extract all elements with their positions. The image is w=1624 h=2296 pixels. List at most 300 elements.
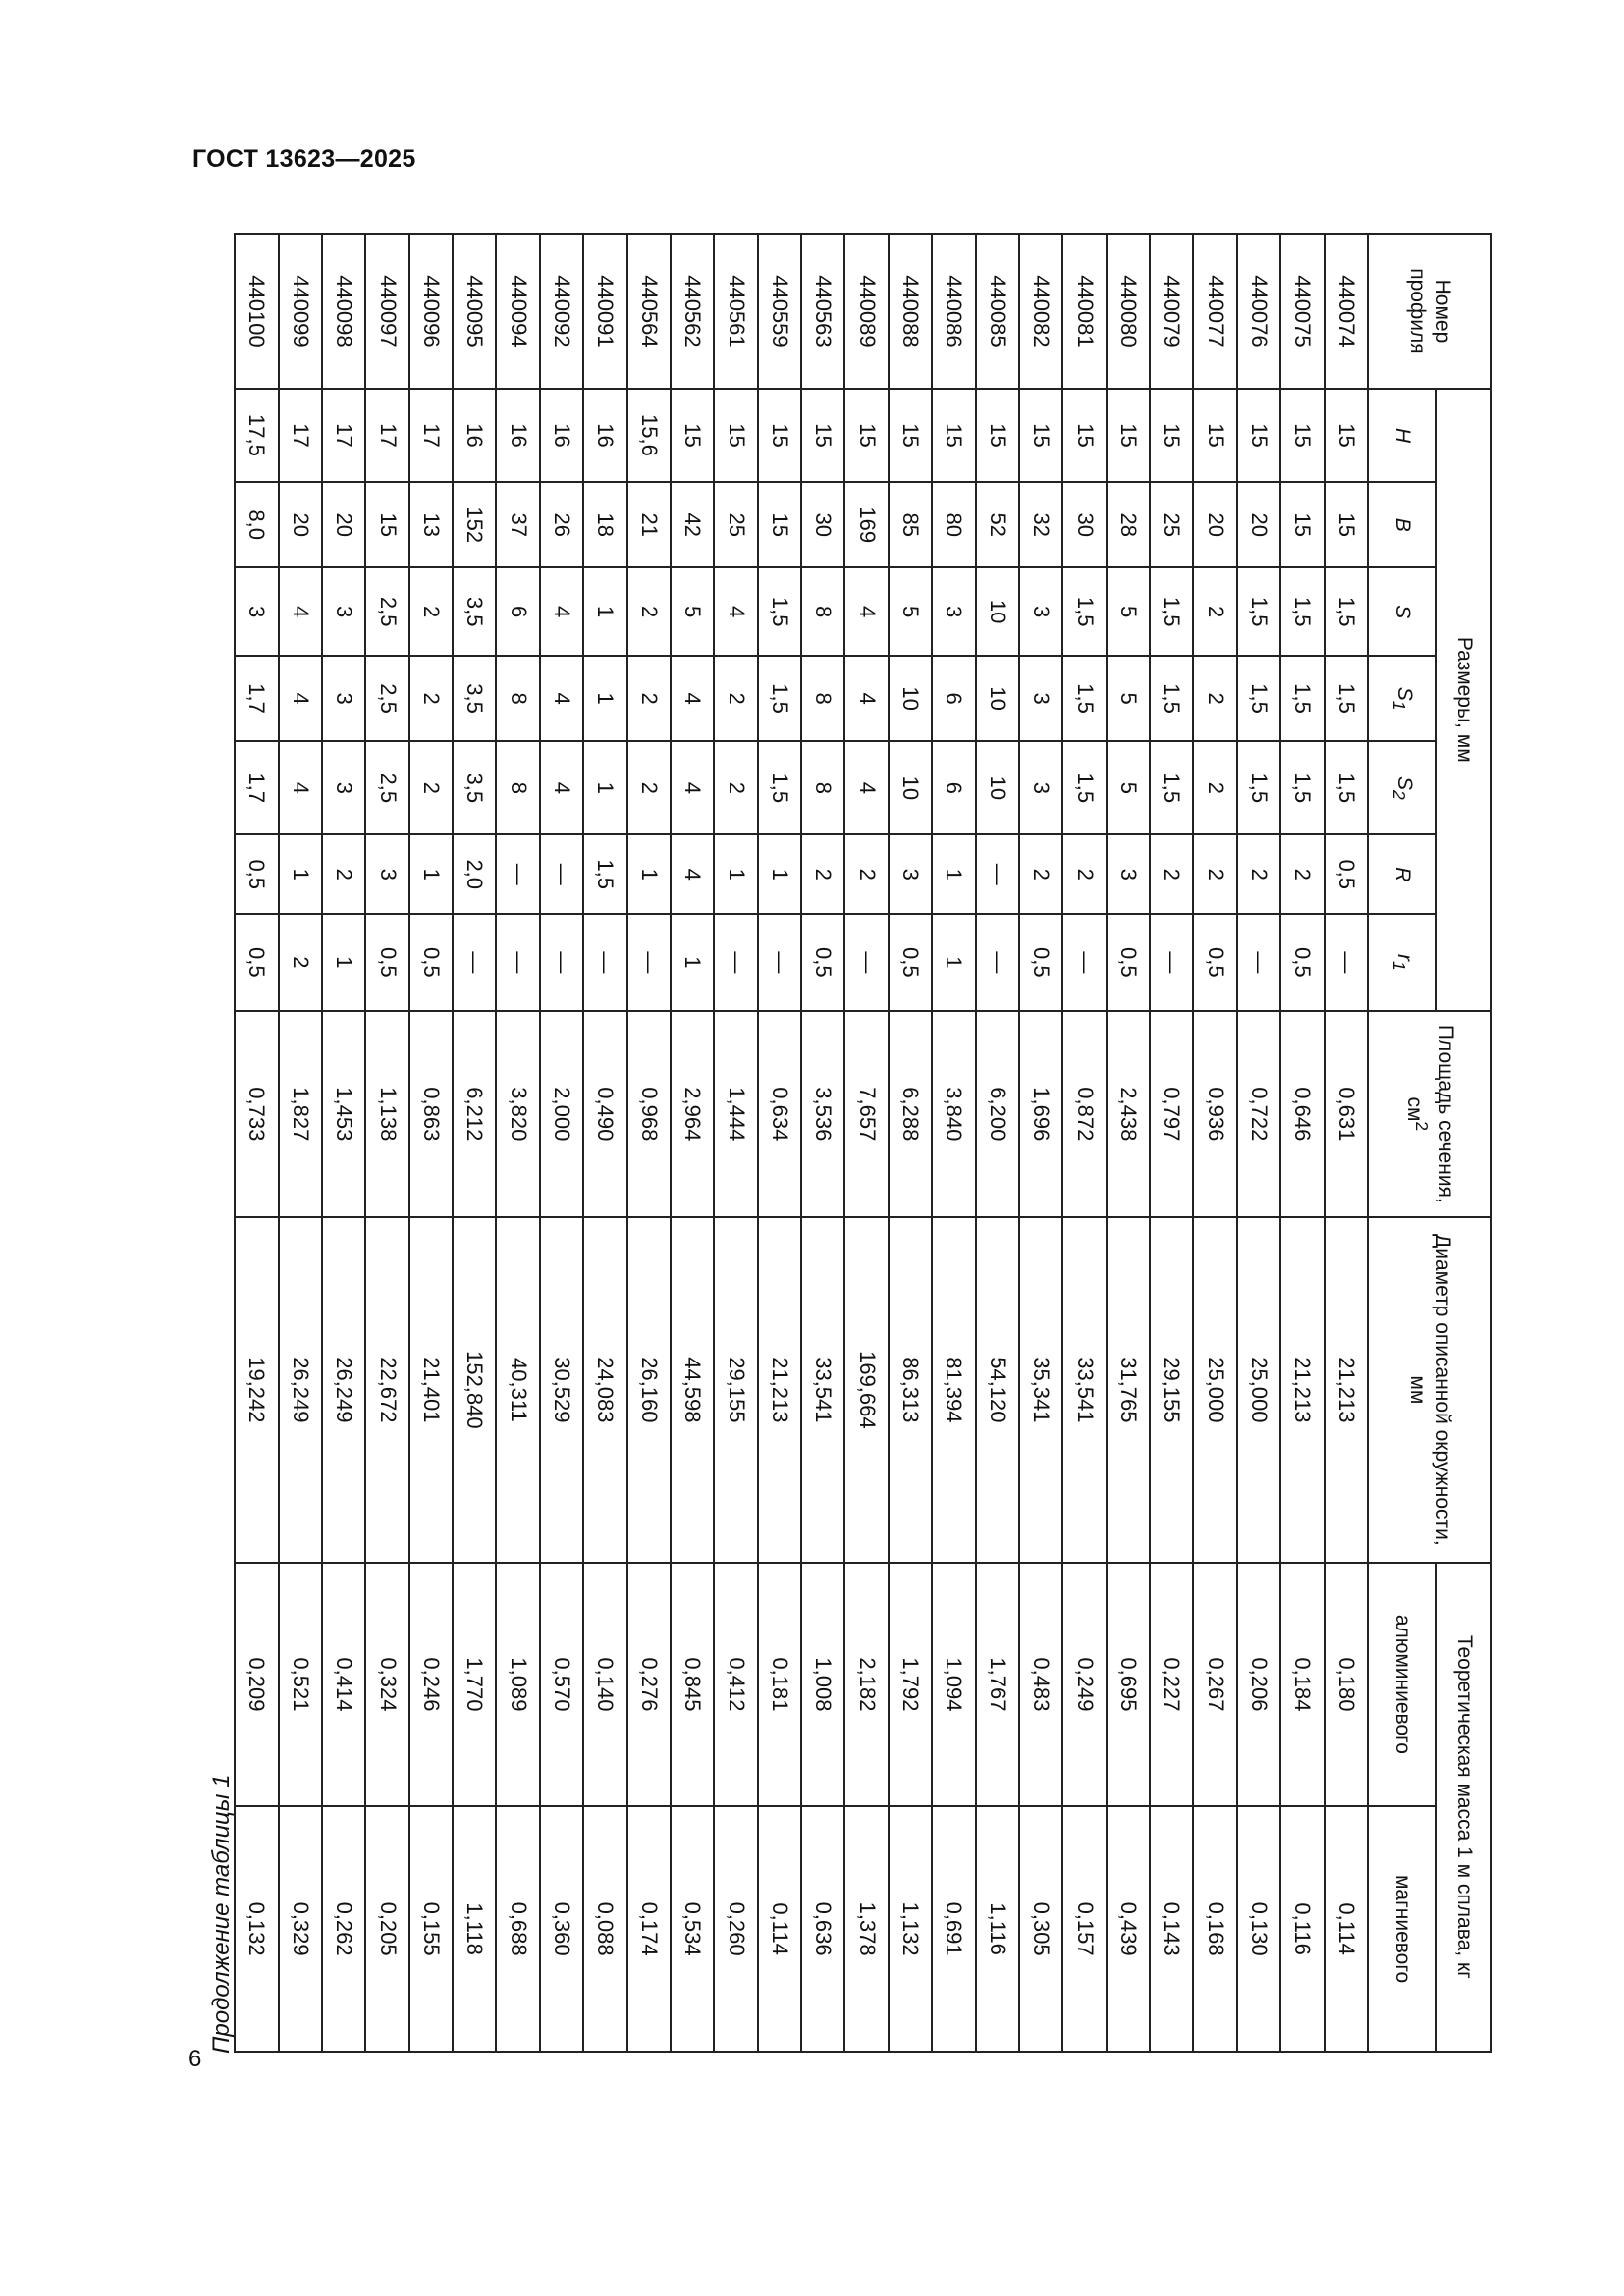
cell-aluminium-mass: 0,140	[583, 1563, 626, 1807]
cell-profile-number: 440563	[801, 234, 844, 389]
cell-diameter: 21,213	[1280, 1217, 1324, 1563]
cell-area: 0,490	[583, 1011, 626, 1218]
cell-S2: 4	[671, 741, 714, 834]
cell-S: 4	[540, 567, 583, 656]
cell-S1: 1,5	[758, 656, 801, 741]
cell-profile-number: 440559	[758, 234, 801, 389]
table-row	[1107, 234, 1150, 2052]
cell-area: 3,536	[801, 1011, 844, 1218]
cell-aluminium-mass: 0,483	[1019, 1563, 1062, 1807]
cell-S2: 10	[976, 741, 1019, 834]
table-row	[671, 234, 714, 2052]
cell-aluminium-mass: 0,276	[627, 1563, 671, 1807]
cell-S1: 2	[1194, 656, 1237, 741]
cell-diameter: 26,160	[627, 1217, 671, 1563]
table-row	[932, 234, 975, 2052]
header-R: R	[1368, 834, 1436, 914]
cell-R: 4	[671, 834, 714, 914]
cell-H: 15	[1150, 389, 1193, 482]
cell-aluminium-mass: 0,845	[671, 1563, 714, 1807]
cell-magnesium-mass: 0,262	[322, 1806, 365, 2052]
cell-S1: 1,5	[1325, 656, 1368, 741]
cell-area: 0,797	[1150, 1011, 1193, 1218]
cell-S1: 4	[845, 656, 889, 741]
cell-R: 2	[1019, 834, 1062, 914]
cell-B: 15	[365, 482, 408, 567]
cell-magnesium-mass: 0,116	[1280, 1806, 1324, 2052]
cell-S: 1	[583, 567, 626, 656]
cell-diameter: 81,394	[932, 1217, 975, 1563]
cell-profile-number: 440085	[976, 234, 1019, 389]
cell-magnesium-mass: 0,088	[583, 1806, 626, 2052]
cell-R: 3	[1107, 834, 1150, 914]
cell-S: 2,5	[365, 567, 408, 656]
table-row	[322, 234, 365, 2052]
cell-S: 1,5	[758, 567, 801, 656]
cell-r1: —	[1325, 914, 1368, 1011]
cell-profile-number: 440082	[1019, 234, 1062, 389]
cell-R: 1	[627, 834, 671, 914]
cell-S: 8	[801, 567, 844, 656]
cell-magnesium-mass: 0,130	[1237, 1806, 1280, 2052]
table-row	[409, 234, 453, 2052]
cell-area: 3,820	[497, 1011, 540, 1218]
cell-B: 80	[932, 482, 975, 567]
cell-B: 30	[1062, 482, 1106, 567]
cell-profile-number: 440075	[1280, 234, 1324, 389]
header-S2-text: $S_2$	[1388, 775, 1417, 800]
cell-aluminium-mass: 0,324	[365, 1563, 408, 1807]
profile-table	[234, 233, 1492, 2053]
table-row	[845, 234, 889, 2052]
cell-S1: 1,7	[235, 656, 279, 741]
cell-B: 20	[1237, 482, 1280, 567]
cell-area: 2,438	[1107, 1011, 1150, 1218]
cell-S2: 2	[409, 741, 453, 834]
cell-S1: 1,5	[1280, 656, 1324, 741]
cell-S2: 3,5	[453, 741, 496, 834]
cell-B: 52	[976, 482, 1019, 567]
cell-magnesium-mass: 0,114	[1325, 1806, 1368, 2052]
cell-S: 1,5	[1280, 567, 1324, 656]
cell-B: 37	[497, 482, 540, 567]
cell-r1: 1	[932, 914, 975, 1011]
cell-diameter: 19,242	[235, 1217, 279, 1563]
cell-magnesium-mass: 0,260	[714, 1806, 757, 2052]
cell-magnesium-mass: 0,155	[409, 1806, 453, 2052]
cell-S2: 2	[714, 741, 757, 834]
table-row	[627, 234, 671, 2052]
header-sizes: Размеры, мм	[1436, 389, 1491, 1011]
cell-aluminium-mass: 0,267	[1194, 1563, 1237, 1807]
table-row	[583, 234, 626, 2052]
cell-B: 42	[671, 482, 714, 567]
cell-profile-number: 440095	[453, 234, 496, 389]
cell-magnesium-mass: 1,132	[889, 1806, 932, 2052]
cell-H: 17,5	[235, 389, 279, 482]
cell-S2: 1,5	[758, 741, 801, 834]
table-row	[235, 234, 279, 2052]
cell-area: 0,631	[1325, 1011, 1368, 1218]
cell-S: 6	[497, 567, 540, 656]
cell-profile-number: 440080	[1107, 234, 1150, 389]
cell-magnesium-mass: 1,118	[453, 1806, 496, 2052]
cell-magnesium-mass: 0,329	[279, 1806, 322, 2052]
cell-r1: —	[845, 914, 889, 1011]
cell-B: 85	[889, 482, 932, 567]
cell-diameter: 54,120	[976, 1217, 1019, 1563]
cell-magnesium-mass: 0,688	[497, 1806, 540, 2052]
cell-area: 7,657	[845, 1011, 889, 1218]
header-diameter: Диаметр описанной окружности, мм	[1368, 1217, 1491, 1563]
cell-R: —	[976, 834, 1019, 914]
cell-H: 17	[279, 389, 322, 482]
cell-S1: 5	[1107, 656, 1150, 741]
cell-B: 152	[453, 482, 496, 567]
cell-magnesium-mass: 1,378	[845, 1806, 889, 2052]
cell-S2: 1,5	[1325, 741, 1368, 834]
cell-S2: 1,5	[1062, 741, 1106, 834]
cell-r1: —	[453, 914, 496, 1011]
cell-r1: 0,5	[1194, 914, 1237, 1011]
cell-H: 16	[583, 389, 626, 482]
cell-S2: 8	[497, 741, 540, 834]
cell-H: 17	[365, 389, 408, 482]
cell-B: 15	[1280, 482, 1324, 567]
cell-H: 15	[1062, 389, 1106, 482]
cell-aluminium-mass: 0,249	[1062, 1563, 1106, 1807]
cell-area: 1,138	[365, 1011, 408, 1218]
cell-R: 2	[1194, 834, 1237, 914]
header-area-text: Площадь сечения, $см^2$	[1403, 1024, 1457, 1203]
table-row	[1194, 234, 1237, 2052]
cell-area: 0,936	[1194, 1011, 1237, 1218]
page-number: 6	[189, 2046, 202, 2072]
cell-magnesium-mass: 0,439	[1107, 1806, 1150, 2052]
cell-diameter: 33,541	[1062, 1217, 1106, 1563]
cell-R: 2	[322, 834, 365, 914]
cell-S2: 1,5	[1237, 741, 1280, 834]
cell-R: —	[497, 834, 540, 914]
cell-profile-number: 440094	[497, 234, 540, 389]
cell-profile-number: 440077	[1194, 234, 1237, 389]
cell-H: 15	[976, 389, 1019, 482]
cell-S: 2	[409, 567, 453, 656]
cell-profile-number: 440086	[932, 234, 975, 389]
cell-aluminium-mass: 0,181	[758, 1563, 801, 1807]
cell-B: 25	[714, 482, 757, 567]
cell-S2: 6	[932, 741, 975, 834]
cell-r1: 0,5	[235, 914, 279, 1011]
cell-aluminium-mass: 0,206	[1237, 1563, 1280, 1807]
cell-magnesium-mass: 0,132	[235, 1806, 279, 2052]
cell-B: 26	[540, 482, 583, 567]
header-r1	[1368, 914, 1436, 1011]
cell-H: 15	[845, 389, 889, 482]
cell-R: —	[540, 834, 583, 914]
cell-S: 1,5	[1062, 567, 1106, 656]
cell-R: 3	[365, 834, 408, 914]
cell-S: 1,5	[1325, 567, 1368, 656]
cell-profile-number: 440074	[1325, 234, 1368, 389]
cell-r1: 0,5	[1280, 914, 1324, 1011]
cell-S1: 3	[322, 656, 365, 741]
cell-area: 6,212	[453, 1011, 496, 1218]
cell-S2: 1,5	[1280, 741, 1324, 834]
cell-diameter: 24,083	[583, 1217, 626, 1563]
cell-aluminium-mass: 0,209	[235, 1563, 279, 1807]
cell-aluminium-mass: 0,246	[409, 1563, 453, 1807]
cell-H: 15	[889, 389, 932, 482]
cell-r1: 0,5	[801, 914, 844, 1011]
cell-S1: 1,5	[1150, 656, 1193, 741]
cell-R: 1,5	[583, 834, 626, 914]
cell-R: 0,5	[1325, 834, 1368, 914]
cell-r1: 0,5	[365, 914, 408, 1011]
cell-S2: 1	[583, 741, 626, 834]
cell-area: 0,863	[409, 1011, 453, 1218]
table-body	[235, 234, 1368, 2052]
cell-magnesium-mass: 0,205	[365, 1806, 408, 2052]
cell-aluminium-mass: 2,182	[845, 1563, 889, 1807]
cell-diameter: 21,401	[409, 1217, 453, 1563]
cell-H: 15	[1019, 389, 1062, 482]
cell-diameter: 152,840	[453, 1217, 496, 1563]
cell-S2: 4	[845, 741, 889, 834]
cell-magnesium-mass: 0,114	[758, 1806, 801, 2052]
cell-H: 16	[453, 389, 496, 482]
cell-profile-number: 440079	[1150, 234, 1193, 389]
cell-diameter: 86,313	[889, 1217, 932, 1563]
cell-diameter: 29,155	[714, 1217, 757, 1563]
cell-diameter: 25,000	[1194, 1217, 1237, 1563]
table-row	[1280, 234, 1324, 2052]
cell-S: 2	[627, 567, 671, 656]
cell-aluminium-mass: 1,792	[889, 1563, 932, 1807]
cell-diameter: 26,249	[279, 1217, 322, 1563]
header-S: S	[1368, 567, 1436, 656]
cell-profile-number: 440562	[671, 234, 714, 389]
cell-H: 15	[1194, 389, 1237, 482]
cell-r1: —	[1237, 914, 1280, 1011]
cell-r1: 1	[671, 914, 714, 1011]
cell-B: 28	[1107, 482, 1150, 567]
cell-B: 8,0	[235, 482, 279, 567]
cell-area: 0,968	[627, 1011, 671, 1218]
cell-r1: —	[1150, 914, 1193, 1011]
cell-S1: 8	[497, 656, 540, 741]
cell-H: 16	[497, 389, 540, 482]
cell-diameter: 44,598	[671, 1217, 714, 1563]
cell-S: 4	[279, 567, 322, 656]
cell-r1: —	[758, 914, 801, 1011]
cell-aluminium-mass: 1,008	[801, 1563, 844, 1807]
table-row	[758, 234, 801, 2052]
cell-S1: 8	[801, 656, 844, 741]
cell-B: 20	[1194, 482, 1237, 567]
cell-S2: 3	[322, 741, 365, 834]
cell-S1: 3	[1019, 656, 1062, 741]
cell-diameter: 25,000	[1237, 1217, 1280, 1563]
cell-S: 5	[671, 567, 714, 656]
table-row	[1019, 234, 1062, 2052]
cell-H: 15	[1280, 389, 1324, 482]
cell-r1: —	[627, 914, 671, 1011]
cell-r1: 0,5	[1107, 914, 1150, 1011]
cell-R: 3	[889, 834, 932, 914]
cell-S: 5	[1107, 567, 1150, 656]
header-B: B	[1368, 482, 1436, 567]
cell-diameter: 26,249	[322, 1217, 365, 1563]
table-row	[453, 234, 496, 2052]
cell-magnesium-mass: 0,360	[540, 1806, 583, 2052]
cell-H: 15	[801, 389, 844, 482]
cell-B: 32	[1019, 482, 1062, 567]
cell-S1: 1	[583, 656, 626, 741]
header-profile-number: Номер профиля	[1368, 234, 1491, 389]
cell-r1: 0,5	[409, 914, 453, 1011]
cell-profile-number: 440564	[627, 234, 671, 389]
cell-magnesium-mass: 0,174	[627, 1806, 671, 2052]
cell-diameter: 33,541	[801, 1217, 844, 1563]
cell-r1: —	[497, 914, 540, 1011]
cell-B: 30	[801, 482, 844, 567]
cell-B: 13	[409, 482, 453, 567]
rotated-table-wrapper	[234, 233, 1492, 2053]
cell-H: 17	[409, 389, 453, 482]
cell-S: 3	[1019, 567, 1062, 656]
cell-profile-number: 440097	[365, 234, 408, 389]
header-S2	[1368, 741, 1436, 834]
cell-aluminium-mass: 1,089	[497, 1563, 540, 1807]
cell-profile-number: 440100	[235, 234, 279, 389]
cell-r1: —	[540, 914, 583, 1011]
cell-H: 16	[540, 389, 583, 482]
header-S1	[1368, 656, 1436, 741]
cell-area: 2,000	[540, 1011, 583, 1218]
header-r1-text: $r_1$	[1388, 953, 1417, 971]
cell-S2: 10	[889, 741, 932, 834]
cell-S2: 5	[1107, 741, 1150, 834]
cell-diameter: 29,155	[1150, 1217, 1193, 1563]
cell-r1: 0,5	[889, 914, 932, 1011]
cell-R: 2	[1062, 834, 1106, 914]
cell-S2: 1,5	[1150, 741, 1193, 834]
cell-profile-number: 440092	[540, 234, 583, 389]
cell-S: 10	[976, 567, 1019, 656]
cell-magnesium-mass: 0,168	[1194, 1806, 1237, 2052]
cell-S: 3	[322, 567, 365, 656]
cell-diameter: 169,664	[845, 1217, 889, 1563]
cell-aluminium-mass: 0,521	[279, 1563, 322, 1807]
cell-area: 3,840	[932, 1011, 975, 1218]
cell-aluminium-mass: 1,094	[932, 1563, 975, 1807]
cell-aluminium-mass: 0,414	[322, 1563, 365, 1807]
cell-S: 1,5	[1237, 567, 1280, 656]
cell-area: 0,733	[235, 1011, 279, 1218]
cell-area: 6,288	[889, 1011, 932, 1218]
cell-S: 4	[845, 567, 889, 656]
cell-H: 15	[1107, 389, 1150, 482]
cell-S1: 2	[409, 656, 453, 741]
cell-B: 21	[627, 482, 671, 567]
cell-area: 6,200	[976, 1011, 1019, 1218]
cell-S2: 8	[801, 741, 844, 834]
table-row	[714, 234, 757, 2052]
header-aluminium: алюминиевого	[1368, 1563, 1436, 1807]
cell-aluminium-mass: 0,180	[1325, 1563, 1368, 1807]
cell-R: 1	[758, 834, 801, 914]
cell-B: 20	[322, 482, 365, 567]
cell-profile-number: 440096	[409, 234, 453, 389]
cell-B: 169	[845, 482, 889, 567]
cell-profile-number: 440088	[889, 234, 932, 389]
cell-aluminium-mass: 0,227	[1150, 1563, 1193, 1807]
header-magnesium: магниевого	[1368, 1806, 1436, 2052]
cell-magnesium-mass: 0,534	[671, 1806, 714, 2052]
cell-R: 2	[801, 834, 844, 914]
table-row	[497, 234, 540, 2052]
cell-aluminium-mass: 0,695	[1107, 1563, 1150, 1807]
table-row	[1062, 234, 1106, 2052]
cell-profile-number: 440099	[279, 234, 322, 389]
table-row	[1325, 234, 1368, 2052]
cell-magnesium-mass: 0,143	[1150, 1806, 1193, 2052]
cell-r1: 0,5	[1019, 914, 1062, 1011]
cell-H: 15	[1237, 389, 1280, 482]
cell-S2: 3	[1019, 741, 1062, 834]
header-H: H	[1368, 389, 1436, 482]
cell-area: 1,453	[322, 1011, 365, 1218]
cell-area: 0,634	[758, 1011, 801, 1218]
cell-diameter: 21,213	[1325, 1217, 1368, 1563]
cell-magnesium-mass: 0,305	[1019, 1806, 1062, 2052]
table-row	[365, 234, 408, 2052]
cell-diameter: 21,213	[758, 1217, 801, 1563]
cell-S1: 2	[627, 656, 671, 741]
cell-S2: 2,5	[365, 741, 408, 834]
cell-B: 20	[279, 482, 322, 567]
table-row	[1150, 234, 1193, 2052]
cell-R: 2	[1237, 834, 1280, 914]
cell-R: 2	[1150, 834, 1193, 914]
cell-H: 15	[714, 389, 757, 482]
cell-S2: 2	[627, 741, 671, 834]
cell-S1: 2	[714, 656, 757, 741]
cell-S1: 1,5	[1062, 656, 1106, 741]
cell-magnesium-mass: 1,116	[976, 1806, 1019, 2052]
cell-r1: —	[714, 914, 757, 1011]
cell-S1: 6	[932, 656, 975, 741]
table-row	[279, 234, 322, 2052]
cell-diameter: 35,341	[1019, 1217, 1062, 1563]
cell-profile-number: 440561	[714, 234, 757, 389]
cell-r1: —	[583, 914, 626, 1011]
table-row	[540, 234, 583, 2052]
table-row	[889, 234, 932, 2052]
cell-S2: 4	[279, 741, 322, 834]
cell-S1: 2,5	[365, 656, 408, 741]
cell-S: 5	[889, 567, 932, 656]
cell-B: 18	[583, 482, 626, 567]
header-mass: Теоретическая масса 1 м сплава, кг	[1436, 1563, 1491, 2052]
cell-S1: 1,5	[1237, 656, 1280, 741]
cell-aluminium-mass: 0,570	[540, 1563, 583, 1807]
cell-R: 1	[714, 834, 757, 914]
cell-H: 15	[671, 389, 714, 482]
cell-S2: 2	[1194, 741, 1237, 834]
table-row	[976, 234, 1019, 2052]
